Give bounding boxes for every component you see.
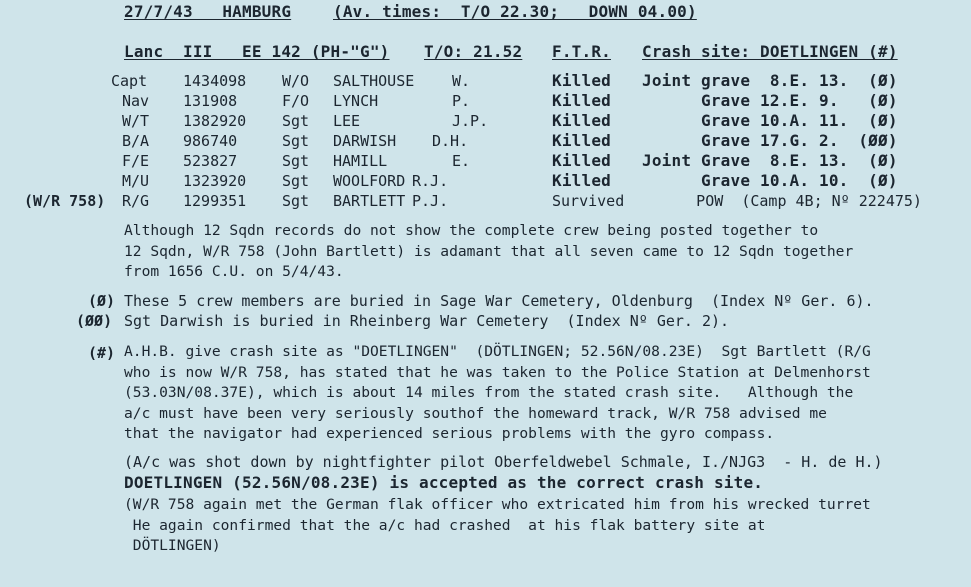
crew-burial: Joint grave 8.E. 13. (Ø) xyxy=(642,71,898,90)
flak-officer-paragraph xyxy=(124,495,964,557)
crew-burial: Joint Grave 8.E. 13. (Ø) xyxy=(642,151,898,170)
paragraph-line: Although 12 Sqdn records do not show the complete crew being posted together to xyxy=(124,222,819,239)
crew-rank: Sgt xyxy=(282,152,310,170)
crew-status: Killed xyxy=(552,151,611,170)
paragraph-line: who is now W/R 758, has stated that he was taken to the Police Station at Delmenhorst xyxy=(124,363,871,381)
raid-date-target: 27/7/43 HAMBURG xyxy=(124,2,292,21)
crew-surname: SALTHOUSE xyxy=(333,72,415,90)
note-mark: (Ø) xyxy=(88,292,116,310)
crew-service-number: 986740 xyxy=(183,132,238,150)
crew-role: Nav xyxy=(122,92,150,110)
accepted-crash-site: DOETLINGEN (52.56N/08.23E) is accepted as the correct crash site. xyxy=(124,473,764,492)
crew-initials: P. xyxy=(452,92,471,110)
aircraft-id: Lanc III EE 142 (PH-"G") xyxy=(124,42,390,61)
paragraph-line: (53.03N/08.37E), which is about 14 miles from the stated crash site. Although the xyxy=(124,384,854,401)
crew-rank: Sgt xyxy=(282,172,310,190)
crew-surname: HAMILL xyxy=(333,152,388,170)
crew-burial: Grave 12.E. 9. (Ø) xyxy=(642,91,898,110)
paragraph-line: that the navigator had experienced serious problems with the gyro compass. xyxy=(124,425,775,442)
crew-status: Killed xyxy=(552,171,611,190)
crew-initials: J.P. xyxy=(452,112,489,130)
crash-site-paragraph xyxy=(124,342,964,445)
crew-rank: Sgt xyxy=(282,192,310,210)
crew-status: Survived xyxy=(552,192,625,210)
nightfighter-note: (A/c was shot down by nightfighter pilot Oberfeldwebel Schmale, I./NJG3 - H. de H.) xyxy=(124,453,883,471)
crew-role: Capt xyxy=(111,72,148,90)
paragraph-line: DÖTLINGEN) xyxy=(124,537,221,554)
crew-service-number: 131908 xyxy=(183,92,238,110)
crew-surname: DARWISH xyxy=(333,132,397,150)
crew-initials: R.J. xyxy=(412,172,449,190)
paragraph-line: a/c must have been very seriously southof the homeward track, W/R 758 advised me xyxy=(124,404,827,422)
crew-service-number: 1382920 xyxy=(183,112,247,130)
crew-burial: Grave 10.A. 10. (Ø) xyxy=(642,171,898,190)
crew-burial: Grave 17.G. 2. (ØØ) xyxy=(642,131,898,150)
crew-initials: D.H. xyxy=(432,132,469,150)
crew-service-number: 1323920 xyxy=(183,172,247,190)
crew-surname: BARTLETT xyxy=(333,192,406,210)
crew-rank: Sgt xyxy=(282,132,310,150)
crew-burial: POW (Camp 4B; Nº 222475) xyxy=(642,192,922,210)
note-mark: (ØØ) xyxy=(76,312,113,330)
crew-status: Killed xyxy=(552,71,611,90)
crew-role: R/G xyxy=(122,192,150,210)
crew-initials: P.J. xyxy=(412,192,449,210)
crew-role: F/E xyxy=(122,152,150,170)
crew-surname: LYNCH xyxy=(333,92,379,110)
paragraph-line: (W/R 758 again met the German flak officer who extricated him from his wrecked turret xyxy=(124,496,871,513)
crew-initials: E. xyxy=(452,152,471,170)
average-times: (Av. times: T/O 22.30; DOWN 04.00) xyxy=(333,2,697,21)
takeoff-time: T/O: 21.52 xyxy=(424,42,523,61)
crew-status: Killed xyxy=(552,131,611,150)
crew-surname: LEE xyxy=(333,112,361,130)
crew-role: W/T xyxy=(122,112,150,130)
crew-rank: F/O xyxy=(282,92,310,110)
note-text: These 5 crew members are buried in Sage War Cemetery, Oldenburg (Index Nº Ger. 6). xyxy=(124,292,874,310)
ftr-label: F.T.R. xyxy=(552,42,611,61)
crew-rank: W/O xyxy=(282,72,310,90)
crew-burial: Grave 10.A. 11. (Ø) xyxy=(642,111,898,130)
crew-wr-tag: (W/R 758) xyxy=(24,192,106,210)
crew-role: B/A xyxy=(122,132,150,150)
crew-status: Killed xyxy=(552,91,611,110)
paragraph-line: He again confirmed that the a/c had crashed at his flak battery site at xyxy=(124,516,766,534)
paragraph-line: from 1656 C.U. on 5/4/43. xyxy=(124,263,344,280)
crew-status: Killed xyxy=(552,111,611,130)
crew-service-number: 523827 xyxy=(183,152,238,170)
crew-initials: W. xyxy=(452,72,471,90)
note-text: Sgt Darwish is buried in Rheinberg War Cemetery (Index Nº Ger. 2). xyxy=(124,312,730,330)
crew-role: M/U xyxy=(122,172,150,190)
paragraph-line: 12 Sqdn, W/R 758 (John Bartlett) is adamant that all seven came to 12 Sqdn together xyxy=(124,242,854,260)
paragraph-line: A.H.B. give crash site as "DOETLINGEN" (DÖTLINGEN; 52.56N/08.23E) Sgt Bartlett (R/G xyxy=(124,343,871,360)
crew-service-number: 1299351 xyxy=(183,192,247,210)
crew-rank: Sgt xyxy=(282,112,310,130)
crew-surname: WOOLFORD xyxy=(333,172,406,190)
crew-posting-paragraph xyxy=(124,221,964,283)
crash-site-heading: Crash site: DOETLINGEN (#) xyxy=(642,42,898,61)
hash-note-mark: (#) xyxy=(88,344,116,362)
crew-service-number: 1434098 xyxy=(183,72,247,90)
